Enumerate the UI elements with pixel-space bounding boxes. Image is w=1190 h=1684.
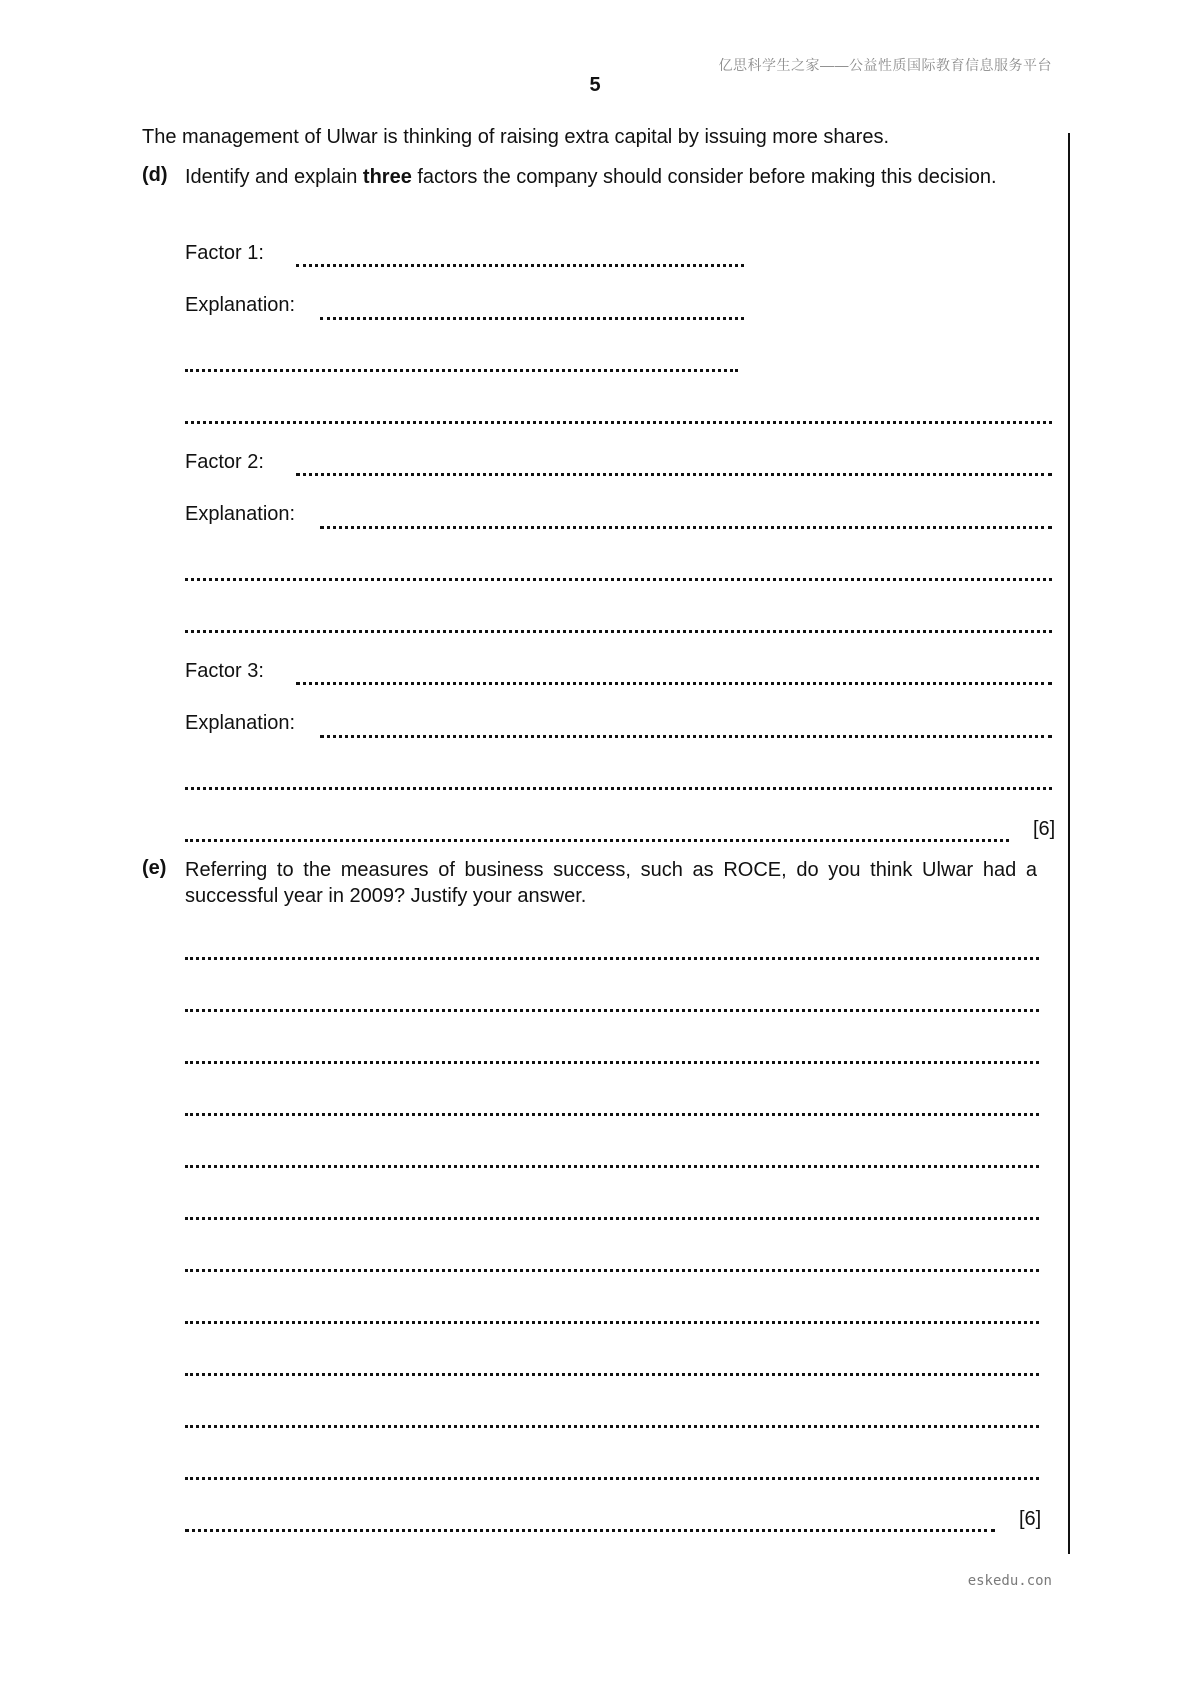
explanation-3-answer-line[interactable] bbox=[185, 839, 1009, 842]
question-e-answer-line[interactable] bbox=[185, 1165, 1039, 1168]
explanation-1-answer-line[interactable] bbox=[320, 317, 744, 320]
question-e-answer-line[interactable] bbox=[185, 1217, 1039, 1220]
question-e-answer-line[interactable] bbox=[185, 1269, 1039, 1272]
explanation-2-answer-line[interactable] bbox=[185, 630, 1052, 633]
factor-2-label: Factor 2: bbox=[185, 451, 264, 473]
explanation-3-answer-line[interactable] bbox=[320, 735, 1052, 738]
explanation-1-answer-line[interactable] bbox=[185, 369, 738, 372]
question-e-answer-line[interactable] bbox=[185, 1425, 1039, 1428]
explanation-3-label: Explanation: bbox=[185, 712, 296, 734]
intro-text: The management of Ulwar is thinking of raising extra capital by issuing more shares. bbox=[142, 126, 890, 148]
question-e-answer-line[interactable] bbox=[185, 1477, 1039, 1480]
question-e-answer-line[interactable] bbox=[185, 1061, 1039, 1064]
question-d-text: Identify and explain three factors the company should consider before making this decision. bbox=[185, 166, 997, 188]
question-e-answer-line[interactable] bbox=[185, 1113, 1039, 1116]
question-e-answer-line[interactable] bbox=[185, 1321, 1039, 1324]
question-e-answer-line[interactable] bbox=[185, 1373, 1039, 1376]
factor-1-label: Factor 1: bbox=[185, 242, 264, 264]
factor-2-answer-line[interactable] bbox=[296, 473, 1052, 476]
question-e-answer-line[interactable] bbox=[185, 957, 1039, 960]
watermark-text: 亿思科学生之家——公益性质国际教育信息服务平台 bbox=[718, 57, 1052, 73]
explanation-3-answer-line[interactable] bbox=[185, 787, 1052, 790]
explanation-2-answer-line[interactable] bbox=[320, 526, 1052, 529]
footer-text: eskedu.con bbox=[967, 1573, 1052, 1589]
factor-3-answer-line[interactable] bbox=[296, 682, 1052, 685]
question-e-label: (e) bbox=[142, 857, 167, 879]
question-e-text: Referring to the measures of business success, such as ROCE, do you think Ulwar had a successful year in 2009? Justify your answer. bbox=[185, 859, 1037, 907]
explanation-1-label: Explanation: bbox=[185, 294, 296, 316]
factor-1-answer-line[interactable] bbox=[296, 264, 744, 267]
factor-3-label: Factor 3: bbox=[185, 660, 264, 682]
question-d-marks: [6] bbox=[1033, 818, 1056, 840]
question-e-answer-line[interactable] bbox=[185, 1009, 1039, 1012]
question-e-marks: [6] bbox=[1019, 1508, 1042, 1530]
explanation-2-label: Explanation: bbox=[185, 503, 296, 525]
margin-line bbox=[1068, 133, 1070, 1554]
question-e-answer-line[interactable] bbox=[185, 1529, 995, 1532]
explanation-2-answer-line[interactable] bbox=[185, 578, 1052, 581]
explanation-1-answer-line[interactable] bbox=[185, 421, 1052, 424]
question-d-label: (d) bbox=[142, 164, 168, 186]
page-number: 5 bbox=[589, 74, 601, 96]
